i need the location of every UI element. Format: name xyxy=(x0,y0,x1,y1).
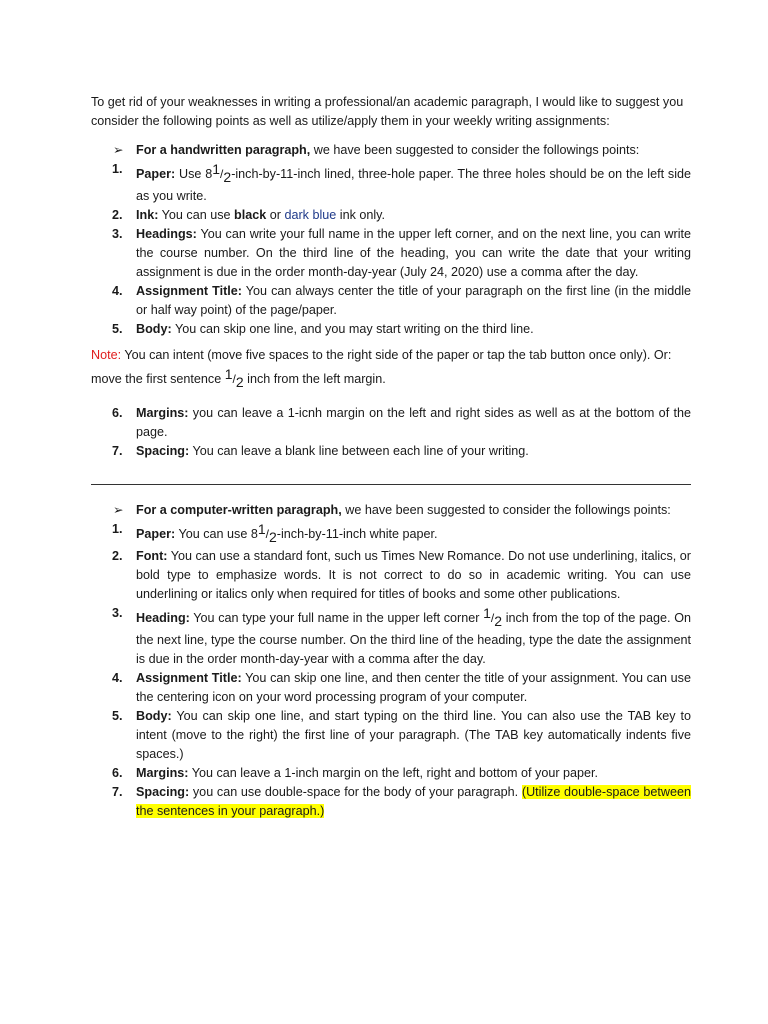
list-item xyxy=(91,707,691,764)
list-item xyxy=(91,206,691,225)
item-number: 1. xyxy=(112,522,123,536)
item-label: Headings: xyxy=(136,227,197,241)
item-text: You can use a standard font, such us Times New Romance. Do not use underlining, italics, or bold type to emphasize words. It is not correct to do so in academic writing. You can use underlining or italics only when required for titles of books and some other publications. xyxy=(136,549,691,601)
list-item xyxy=(91,669,691,707)
computer-written-section xyxy=(91,501,691,821)
heading-bold: For a handwritten paragraph, xyxy=(136,143,311,157)
list-item xyxy=(91,404,691,442)
item-label: Body: xyxy=(136,322,172,336)
fraction-numerator: 1 xyxy=(212,161,221,177)
item-text: you can use double-space for the body of your paragraph. xyxy=(189,785,522,799)
item-number: 6. xyxy=(112,766,123,780)
item-text: You can use 8 xyxy=(175,527,258,541)
section-heading xyxy=(91,501,691,520)
fraction-denominator: 2 xyxy=(235,374,244,390)
section-heading xyxy=(91,141,691,160)
item-text: or xyxy=(266,208,285,222)
item-number: 4. xyxy=(112,671,123,685)
fraction-denominator: 2 xyxy=(223,169,232,185)
item-label: Paper: xyxy=(136,167,176,181)
item-number: 1. xyxy=(112,162,123,176)
list-item xyxy=(91,320,691,339)
item-blue-text: dark blue xyxy=(284,208,337,222)
note-text: You can intent (move five spaces to the right side of the paper or tap the tab button once only). Or: move the first sentence xyxy=(91,348,672,386)
list-item xyxy=(91,225,691,282)
item-label: Ink: xyxy=(136,208,159,222)
item-label: Margins: xyxy=(136,406,189,420)
highlighted-text: (Utilize double-space between the sentences in your paragraph.) xyxy=(136,785,691,818)
item-number: 2. xyxy=(112,208,123,222)
fraction: $^1/_2$ xyxy=(212,161,232,185)
list-item xyxy=(91,520,691,547)
fraction: $^1/_2$ xyxy=(224,366,244,390)
note-text: inch from the left margin. xyxy=(243,372,386,386)
fraction-numerator: 1 xyxy=(224,366,233,382)
item-text: you can leave a 1-icnh margin on the left and right sides as well as at the bottom of the page. xyxy=(136,406,691,439)
item-label: Body: xyxy=(136,709,172,723)
fraction: $^1/_2$ xyxy=(483,605,503,629)
fraction-denominator: 2 xyxy=(268,529,277,545)
list-item xyxy=(91,160,691,206)
list-item xyxy=(91,783,691,821)
item-label: Assignment Title: xyxy=(136,671,242,685)
note-label: Note: xyxy=(91,348,122,362)
item-number: 6. xyxy=(112,406,123,420)
item-number: 3. xyxy=(112,227,123,241)
list-item xyxy=(91,764,691,783)
list-item xyxy=(91,282,691,320)
list-item xyxy=(91,604,691,669)
item-text: -inch-by-11-inch lined, three-hole paper. The three holes should be on the left side as you write. xyxy=(136,167,691,203)
item-text: You can skip one line, and start typing on the third line. You can also use the TAB key to intent (move to the right) the first line of your paragraph. (The TAB key automatically indents five spaces.) xyxy=(136,709,691,761)
item-label: Assignment Title: xyxy=(136,284,242,298)
heading-text: we have been suggested to consider the followings points: xyxy=(310,143,640,157)
handwritten-section xyxy=(91,141,691,461)
item-label: Spacing: xyxy=(136,444,190,458)
horizontal-divider xyxy=(91,484,691,485)
item-text: You can skip one line, and then center the title of your assignment. You can use the centering icon on your word processing program of your computer. xyxy=(136,671,691,704)
arrow-bullet-icon: ➢ xyxy=(113,143,124,157)
intro-paragraph: To get rid of your weaknesses in writing a professional/an academic paragraph, I would like to suggest you consider the following points as well as utilize/apply them in your weekly writing assignments: xyxy=(91,95,684,128)
item-text: Use 8 xyxy=(175,167,213,181)
item-text: You can always center the title of your paragraph on the first line (in the middle or half way point) of the page/paper. xyxy=(136,284,691,317)
item-text: You can leave a 1-inch margin on the left, right and bottom of your paper. xyxy=(188,766,599,780)
note-paragraph xyxy=(91,346,691,392)
item-label: Paper: xyxy=(136,527,176,541)
item-number: 5. xyxy=(112,322,123,336)
item-text: You can leave a blank line between each line of your writing. xyxy=(189,444,529,458)
fraction-numerator: 1 xyxy=(257,521,266,537)
fraction-numerator: 1 xyxy=(483,605,491,621)
item-text: You can use xyxy=(158,208,235,222)
arrow-bullet-icon: ➢ xyxy=(113,503,124,517)
item-label: Heading: xyxy=(136,611,190,625)
item-label: Spacing: xyxy=(136,785,190,799)
heading-text: we have been suggested to consider the followings points: xyxy=(341,503,671,517)
item-text: inch from the top of the page. On the next line, type the course number. On the third line of the heading, type the date the assignment is due in the order month-day-year with a comma after the day. xyxy=(136,611,691,666)
item-text: You can write your full name in the upper left corner, and on the next line, you can write the course number. On the third line of the heading, you can write the date that your writing assignment is due in the order month-day-year (July 24, 2020) use a comma after the day. xyxy=(136,227,691,279)
item-text: You can type your full name in the upper left corner xyxy=(189,611,484,625)
item-text: You can skip one line, and you may start writing on the third line. xyxy=(171,322,534,336)
item-text: -inch-by-11-inch white paper. xyxy=(276,527,438,541)
fraction: $^1/_2$ xyxy=(257,521,277,545)
item-bold-text: black xyxy=(234,208,267,222)
item-number: 7. xyxy=(112,785,123,799)
heading-bold: For a computer-written paragraph, xyxy=(136,503,342,517)
fraction-denominator: 2 xyxy=(494,613,503,629)
item-text: ink only. xyxy=(336,208,386,222)
item-number: 4. xyxy=(112,284,123,298)
list-item xyxy=(91,547,691,604)
item-label: Font: xyxy=(136,549,168,563)
item-number: 5. xyxy=(112,709,123,723)
item-number: 7. xyxy=(112,444,123,458)
item-label: Margins: xyxy=(136,766,189,780)
list-item xyxy=(91,442,691,461)
item-number: 2. xyxy=(112,549,123,563)
item-number: 3. xyxy=(112,606,123,620)
